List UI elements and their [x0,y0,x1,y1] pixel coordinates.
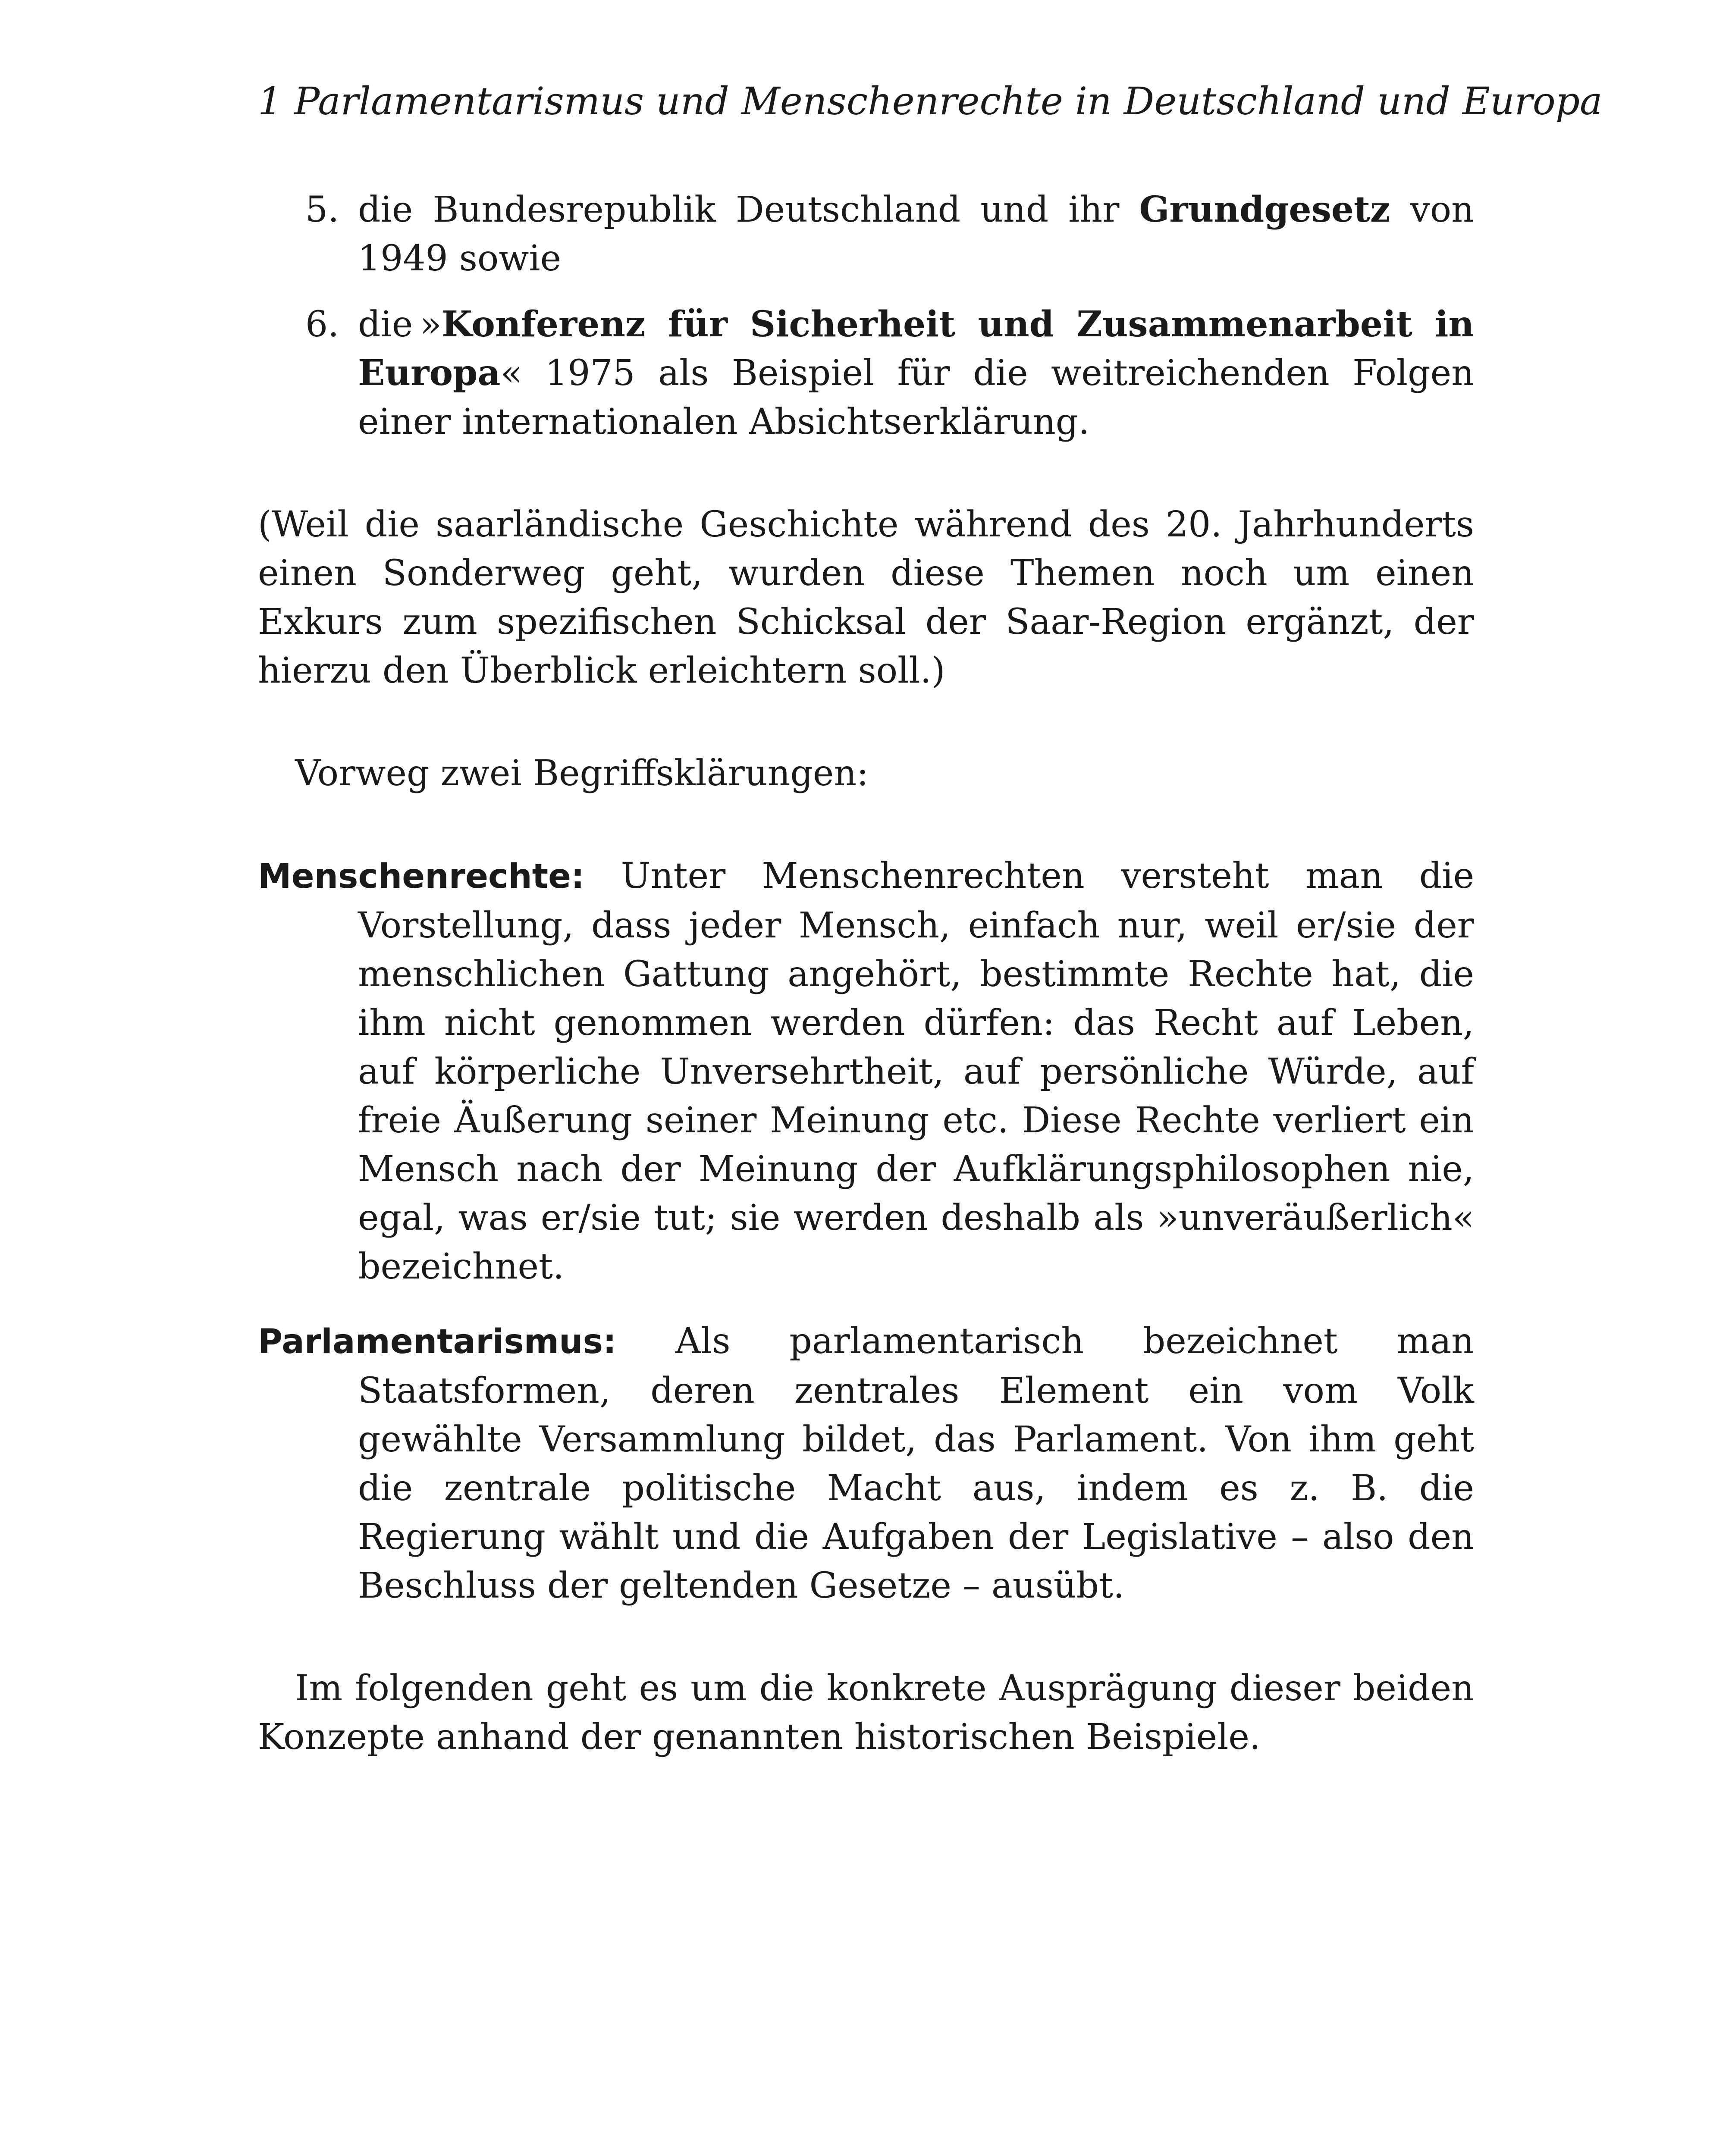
list-item-5 [258,185,1474,283]
list-number-6: 6. [305,304,339,345]
list-item-6 [258,300,1474,446]
saar-note-paragraph: (Weil die saarländische Geschichte während des 20. Jahrhunderts einen Sonderweg geht, wurden diese Themen noch um einen Exkurs zum spezifischen Schicksal der Saar-Region ergänzt, der hierzu den Überblick erleichtern soll.) [258,504,1474,691]
list-text-6-pre: die » [358,304,442,345]
definition-term-parliamentarism: Parlamentarismus: [258,1322,617,1361]
definition-parliamentarism [258,1317,1474,1610]
closing-paragraph: Im folgenden geht es um die konkrete Ausprägung dieser beiden Konzepte anhand der genannten historischen Beispiele. [258,1668,1474,1758]
definition-term-human-rights: Menschenrechte: [258,857,585,896]
list-text-5-pre: die Bundesrepublik Deutschland und ihr [358,189,1139,230]
enumerated-list [258,185,1474,446]
running-header: 1 Parlamentarismus und Menschenrechte in Deutschland und Europa [258,79,1603,123]
list-text-6-bold: Konferenz für Sicherheit und Zusammenarbeit in Europa [358,304,1474,394]
list-text-5-post: von 1949 sowie [358,189,1474,279]
page-body [258,185,1474,1761]
list-text-6 [358,300,1474,446]
intro-paragraph: Vorweg zwei Begriffsklärungen: [295,753,869,794]
list-text-5 [358,185,1474,283]
list-text-6-post: « 1975 als Beispiel für die weitreichenden Folgen einer internationalen Absichtserklärung. [358,353,1474,442]
definition-text-parliamentarism: Als parlamentarisch bezeichnet man Staatsformen, deren zentrales Element ein vom Volk gewählte Versammlung bildet, das Parlament. Von ihm geht die zentrale politische Macht aus, indem es z. B. die Regierung wählt und die Aufgaben der Legislative – also den Beschluss der geltenden Gesetze – ausübt. [358,1321,1474,1606]
definition-list [258,852,1474,1610]
definition-text-human-rights: Unter Menschenrechten versteht man die Vorstellung, dass jeder Mensch, einfach nur, weil er/sie der menschlichen Gattung angehört, bestimmte Rechte hat, die ihm nicht genommen werden dürfen: das Recht auf Leben, auf körperliche Unversehrtheit, auf persönliche Würde, auf freie Äußerung seiner Meinung etc. Diese Rechte verliert ein Mensch nach der Meinung der Aufklärungsphilosophen nie, egal, was er/sie tut; sie werden deshalb als »unveräußerlich« bezeichnet. [358,856,1474,1287]
list-number-5: 5. [305,189,339,230]
list-text-5-bold: Grundgesetz [1139,189,1390,230]
definition-human-rights [258,852,1474,1291]
